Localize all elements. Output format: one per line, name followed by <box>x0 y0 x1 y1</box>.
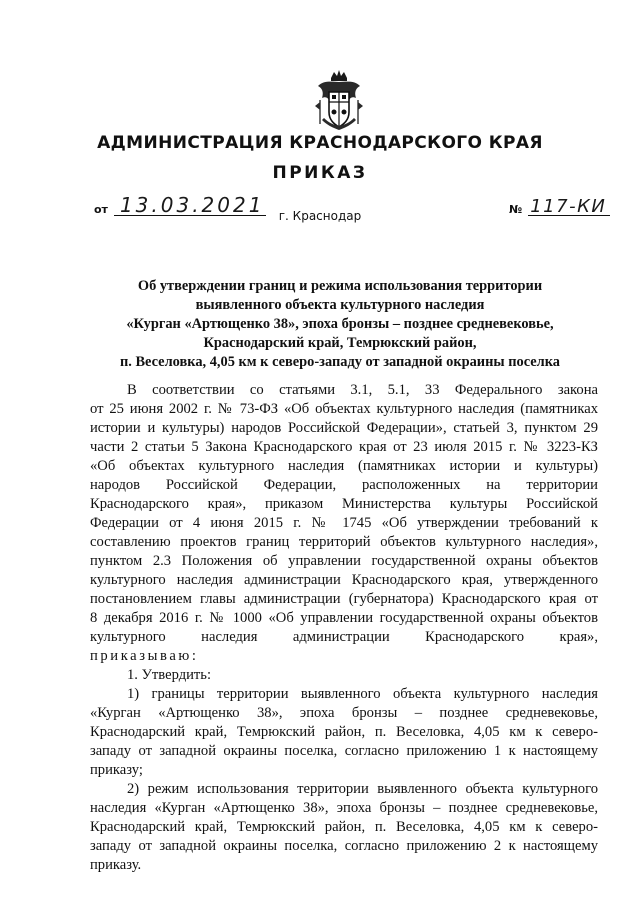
body-line: истории и культуры) народов Российской Федерации», статьей 3, пунктом 29 <box>90 420 598 436</box>
body-line: 8 декабря 2016 г. № 1000 «Об управлении государственной охраны объектов <box>90 610 598 626</box>
body-line: 2) режим использования территории выявленного объекта культурного <box>127 781 598 797</box>
handwritten-number: 117-КИ <box>530 196 607 217</box>
body-line: составлению проектов границ территорий объектов культурного наследия», <box>90 534 598 550</box>
body-line: «Об объектах культурного наследия (памятниках истории и культуры) <box>90 458 598 474</box>
heading-line: Краснодарский край, Темрюкский район, <box>203 335 477 351</box>
body-line: 1) границы территории выявленного объекта культурного наследия <box>127 686 598 702</box>
body-line: культурного наследия администрации Краснодарского края», <box>90 629 598 645</box>
body-line: наследия «Курган «Артющенко 38», эпоха бронзы – позднее средневековье, <box>90 800 598 816</box>
body-line: приказу; <box>90 762 143 778</box>
body-line: Краснодарский край, Темрюкский район, п. Веселовка, 4,05 км к северо- <box>90 724 598 740</box>
body-line: пунктом 2.3 Положения об управлении государственной охраны объектов <box>90 553 598 569</box>
body-line: Краснодарского края», приказом Министерства культуры Российской <box>90 496 598 512</box>
heading-line: п. Веселовка, 4,05 км к северо-западу от западной окраины поселка <box>119 354 561 370</box>
document-type: ПРИКАЗ <box>272 163 368 183</box>
body-line: приказываю: <box>90 648 199 664</box>
body-line: западу от западной окраины поселка, согласно приложению 2 к настоящему <box>90 838 598 854</box>
body-line: народов Российской Федерации, расположенных на территории <box>90 477 598 493</box>
body-line: культурного наследия администрации Краснодарского края, утвержденного <box>90 572 598 588</box>
document-body <box>90 381 598 875</box>
body-line: западу от западной окраины поселка, согласно приложению 1 к настоящему <box>90 743 598 759</box>
heading-line: «Курган «Артющенко 38», эпоха бронзы – позднее средневековье, <box>126 316 554 332</box>
city-label: г. Краснодар <box>278 209 362 223</box>
body-line: приказу. <box>90 857 142 873</box>
coat-of-arms-icon <box>314 70 364 132</box>
body-line: постановлением главы администрации (губернатора) Краснодарского края от <box>90 591 598 607</box>
organization-title: АДМИНИСТРАЦИЯ КРАСНОДАРСКОГО КРАЯ <box>97 133 543 153</box>
body-line: от 25 июня 2002 г. № 73-ФЗ «Об объектах культурного наследия (памятниках <box>90 401 598 417</box>
body-line: «Курган «Артющенко 38», эпоха бронзы – позднее средневековье, <box>90 705 598 721</box>
body-line: В соответствии со статьями 3.1, 5.1, 33 Федерального закона <box>127 382 598 398</box>
body-line: Краснодарский край, Темрюкский район, п. Веселовка, 4,05 км к северо- <box>90 819 598 835</box>
date-prefix: от <box>94 203 108 216</box>
heading-line: выявленного объекта культурного наследия <box>195 297 485 313</box>
body-line: Федерации от 4 июня 2015 г. № 1745 «Об утверждении требований к <box>90 515 598 531</box>
heading-line: Об утверждении границ и режима использования территории <box>137 278 543 294</box>
body-line: 1. Утвердить: <box>127 667 212 683</box>
document-heading <box>90 277 590 372</box>
body-line: части 2 статьи 5 Закона Краснодарского края от 23 июля 2015 г. № 3223-КЗ <box>90 439 598 455</box>
handwritten-date: 13.03.2021 <box>119 193 265 217</box>
number-prefix: № <box>509 203 523 216</box>
